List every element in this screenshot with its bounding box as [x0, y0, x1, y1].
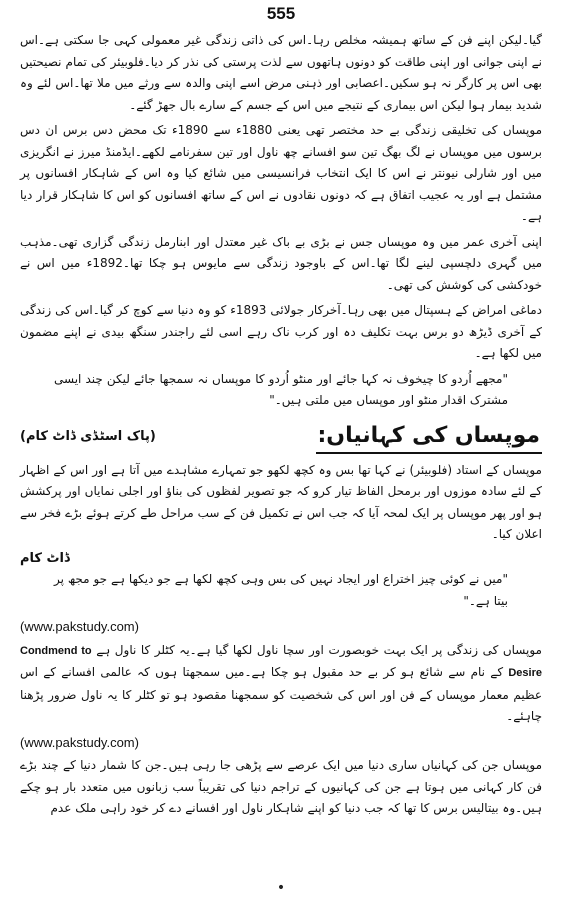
paragraph-6	[20, 640, 542, 728]
paragraph-2: موپساں کی تخلیقی زندگی بے حد مختصر تھی یعنی 1880ء سے 1890ء تک محض دس برس ان دس برسوں میں موپساں نے لگ بھگ تین سو افسانے چھ ناول اور تین سفرنامے لکھے۔ایڈمنڈ میرز نے انگریزی میں اور شارلی نیونتر نے اس کا ایک انتخاب فرانسیسی میں شائع کیا وہ اس کے شاہکار افسانوں پر مشتمل ہے اور یہ عجیب اتفاق ہے کہ دونوں نقادوں نے اس کے ساتھ افسانوں کو اس کا شاہکار قرار دیا ہے۔	[20, 123, 542, 223]
quote-bedi: "مجھے اُردو کا چیخوف نہ کہا جائے اور منٹو اُردو کا موپساں نہ سمجھا جائے لیکن چند ایسی مشترک اقدار منٹو اور موپساں میں ملتی ہیں۔"	[54, 371, 508, 407]
section-heading: موپساں کی کہانیاں:	[316, 420, 543, 454]
source-tag: (پاک اسٹڈی ڈاٹ کام)	[20, 428, 156, 444]
page-content	[20, 30, 542, 824]
section-heading-row	[20, 420, 542, 454]
paragraph-5: موپساں کے استاد (فلوبیئر) نے کہا تھا بس وہ کچھ لکھو جو تمہارے مشاہدے میں آتا ہے اور اس کے اظہار کے لئے سادہ موزوں اور برمحل الفاظ تیار کرو کہ جو تصویر لفظوں کی بناؤ اور اجلی نمایاں اور پرکشش ہو اور پھر موپساں پر ایک لمحہ آیا کہ جب اس نے تکمیل فن کے سب مراحل طے کرتے ہوئے بڑے فخر سے اعلان کیا۔	[20, 462, 542, 541]
paragraph-6-part-2: کے نام سے شائع ہو کر بے حد مقبول ہو چکا ہے۔میں سمجھتا ہوں کہ عالمی افسانے کے اس عظیم معمار موپساں کے فن اور اس کی شخصیت کو سمجھنا مقصود ہو تو کٹلر کا یہ ناول ضرور پڑھنا چاہئے۔	[20, 665, 542, 723]
paragraph-4: دماغی امراض کے ہسپتال میں بھی رہا۔آخرکار جولائی 1893ء کو وہ دنیا سے کوچ کر گیا۔اس کی زندگی کے آخری ڈیڑھ دو برس بہت تکلیف دہ اور کرب ناک رہے اسی لئے راجندر سنگھ بیدی نے اپنے مضمون میں لکھا ہے۔	[20, 303, 542, 360]
quote-maupassant: "میں نے کوئی چیز اختراع اور ایجاد نہیں کی بس وہی کچھ لکھا ہے جو دیکھا ہے جو مجھ پر بیتا ہے۔"	[54, 572, 508, 608]
watermark-url-1: (www.pakstudy.com)	[20, 619, 139, 634]
paragraph-7: موپساں جن کی کہانیاں ساری دنیا میں ایک عرصے سے پڑھی جا رہی ہیں۔جن کا شمار دنیا کے چند بڑے فن کار کہانی میں ہوتا ہے جن کی کہانیوں کے تراجم دنیا کی تقریباً سب زبانوں میں متعدد بار ہو چکے ہیں۔وہ بیتالیس برس کا تھا کہ جب دنیا کو اپنے شاہکار ناول اور افسانے دے کر خود راہی ملک عدم	[20, 758, 542, 815]
watermark-tag: ڈاٹ کام	[20, 550, 70, 566]
paragraph-1: گیا۔لیکن اپنے فن کے ساتھ ہمیشہ مخلص رہا۔اس کی ذاتی زندگی غیر معمولی کہی جا سکتی ہے۔اس نے اپنی جوانی اور اپنی طاقت کو دونوں ہاتھوں سے لذت پرستی کی نذر کر دیا۔فلوبیئر کی تمام نصیحتیں بھی اس پر کارگر نہ ہو سکیں۔اعصابی اور ذہنی مرض اسے اپنی والدہ سے ورثے میں ملا تھا۔اس لئے وہ شدید بیمار ہوا لیکن اس بیماری کے نتیجے میں اس کے جسم کے سارے بال جھڑ گئے۔	[20, 33, 542, 112]
page-number: 555	[266, 4, 296, 23]
footer-dot: •	[276, 880, 286, 896]
paragraph-3: اپنی آخری عمر میں وہ موپساں جس نے بڑی بے باک غیر معتدل اور ابنارمل زندگی گزاری تھی۔مذہب میں گہری دلچسپی لینے لگا تھا۔اس کے باوجود زندگی سے مایوس ہو چکا تھا۔1892ء میں اس نے خودکشی کی کوشش کی تھی۔	[20, 234, 542, 292]
paragraph-6-part-1: موپساں کی زندگی پر ایک بہت خوبصورت اور سچا ناول لکھا گیا ہے۔یہ کٹلر کا ناول ہے	[96, 642, 542, 657]
watermark-url-2: (www.pakstudy.com)	[20, 734, 139, 750]
novel-title-english: Condmend to Desire	[20, 644, 542, 679]
